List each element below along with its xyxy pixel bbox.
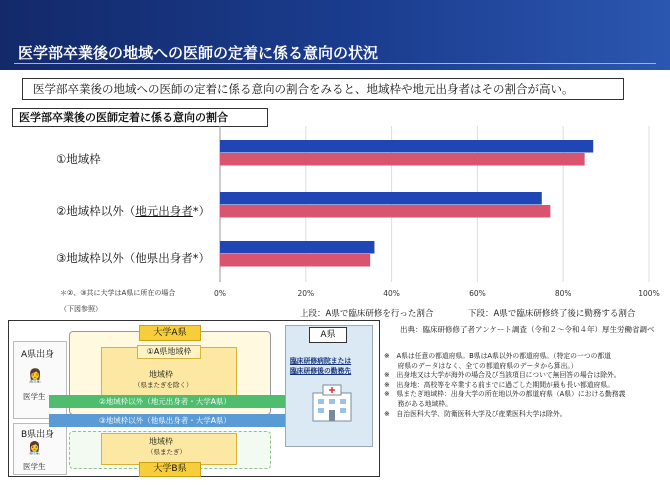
univ-b-label: 大学B県 [139, 462, 201, 477]
chart-footnote-2: （下図参照） [60, 305, 102, 313]
student-a-icon: 👩‍⚕️ [27, 369, 44, 384]
bar-series2-cat3 [220, 254, 370, 267]
bar-series2-cat1 [220, 153, 585, 166]
legend-bottom: 下段：A県で臨床研修終了後に勤務する割合 [468, 309, 636, 319]
note-line: ※ 県またぎ地域枠：出身大学の所在地以外の都道府県（A県）における勤務義 [384, 390, 626, 399]
chart-footnote-1: ＊②、③共に大学はA県に所在の場合 [60, 289, 176, 297]
summary-box: 医学部卒業後の地域への医師の定着に係る意向の割合をみると、地域枠や地元出身者はその割合が高い。 [22, 78, 624, 100]
x-tick-label: 40% [383, 289, 400, 298]
category-label-2-prefix: ②地域枠以外（ [56, 204, 136, 218]
student-a-label: 医学生 [23, 392, 46, 401]
origin-a-label: A県出身 [21, 350, 55, 360]
page-title: 医学部卒業後の地域への医師の定着に係る意向の状況 [18, 44, 379, 62]
category-label-2-suffix: *） [192, 204, 211, 218]
student-b-label: 医学生 [23, 462, 46, 471]
category-label-2-underlined: 地元出身者 [135, 204, 193, 218]
quota-a-sub: （県またぎを除く） [134, 381, 193, 389]
chart-title: 医学部卒業後の医師定着に係る意向の割合 [12, 108, 268, 127]
pref-a-label: A県 [309, 327, 347, 343]
notes [384, 352, 664, 419]
arrow-local-label: ②地域枠以外（地元出身者・大学A県） [99, 397, 231, 406]
category-label-1: ①地域枠 [56, 152, 101, 166]
quota-b-sub: （県またぎ） [147, 448, 186, 456]
hospital-label-1: 臨床研修病院または [290, 357, 352, 365]
note-line: ※ A県は任意の都道府県。B県はA県以外の都道府県。（特定の一つの都道 [384, 352, 611, 360]
note-line: ※ 出身地：高校等を卒業する前までに過ごした期間が最も長い都道府県。 [384, 380, 614, 389]
student-b-icon: 👩‍⚕️ [27, 441, 42, 455]
origin-b-label: B県出身 [21, 430, 55, 440]
x-tick-label: 80% [554, 289, 572, 298]
x-tick-label: 20% [297, 289, 315, 298]
quota-b-title: 地域枠 [149, 437, 173, 446]
bar-series1-cat1 [220, 140, 593, 153]
x-tick-label: 60% [469, 289, 486, 298]
legend-top: 上段：A県で臨床研修を行った割合 [300, 309, 434, 319]
note-line: 府県のデータはなく、全ての都道府県のデータから算出。） [384, 361, 578, 370]
bar-series2-cat2 [220, 205, 550, 218]
hospital-label-2: 臨床研修後の勤務先 [290, 367, 352, 375]
arrow-other-label: ③地域枠以外（他県出身者・大学A県） [99, 416, 231, 425]
note-line: ※ 自治医科大学、防衛医科大学及び産業医科大学は除外。 [384, 409, 567, 418]
x-tick-label: 0% [214, 289, 226, 298]
source-text: 出典：臨床研修修了者アンケート調査（令和２～令和４年）厚生労働省調べ [400, 325, 655, 334]
x-tick-label: 100% [638, 289, 660, 298]
bar-series1-cat2 [220, 192, 542, 205]
quota-diagram [8, 320, 380, 477]
univ-a-label: 大学A県 [139, 325, 201, 341]
quota-a-title: 地域枠 [149, 370, 173, 379]
note-line: 務がある地域枠。 [384, 399, 452, 408]
category-label-3: ③地域枠以外（他県出身者*） [56, 251, 211, 265]
note-line: ※ 出身地又は大学が海外の場合及び当該項目について無回答の場合は除外。 [384, 371, 621, 380]
hospital-icon [309, 383, 355, 423]
bar-series1-cat3 [220, 241, 374, 254]
quota-a-header: ①A県地域枠 [137, 345, 201, 359]
